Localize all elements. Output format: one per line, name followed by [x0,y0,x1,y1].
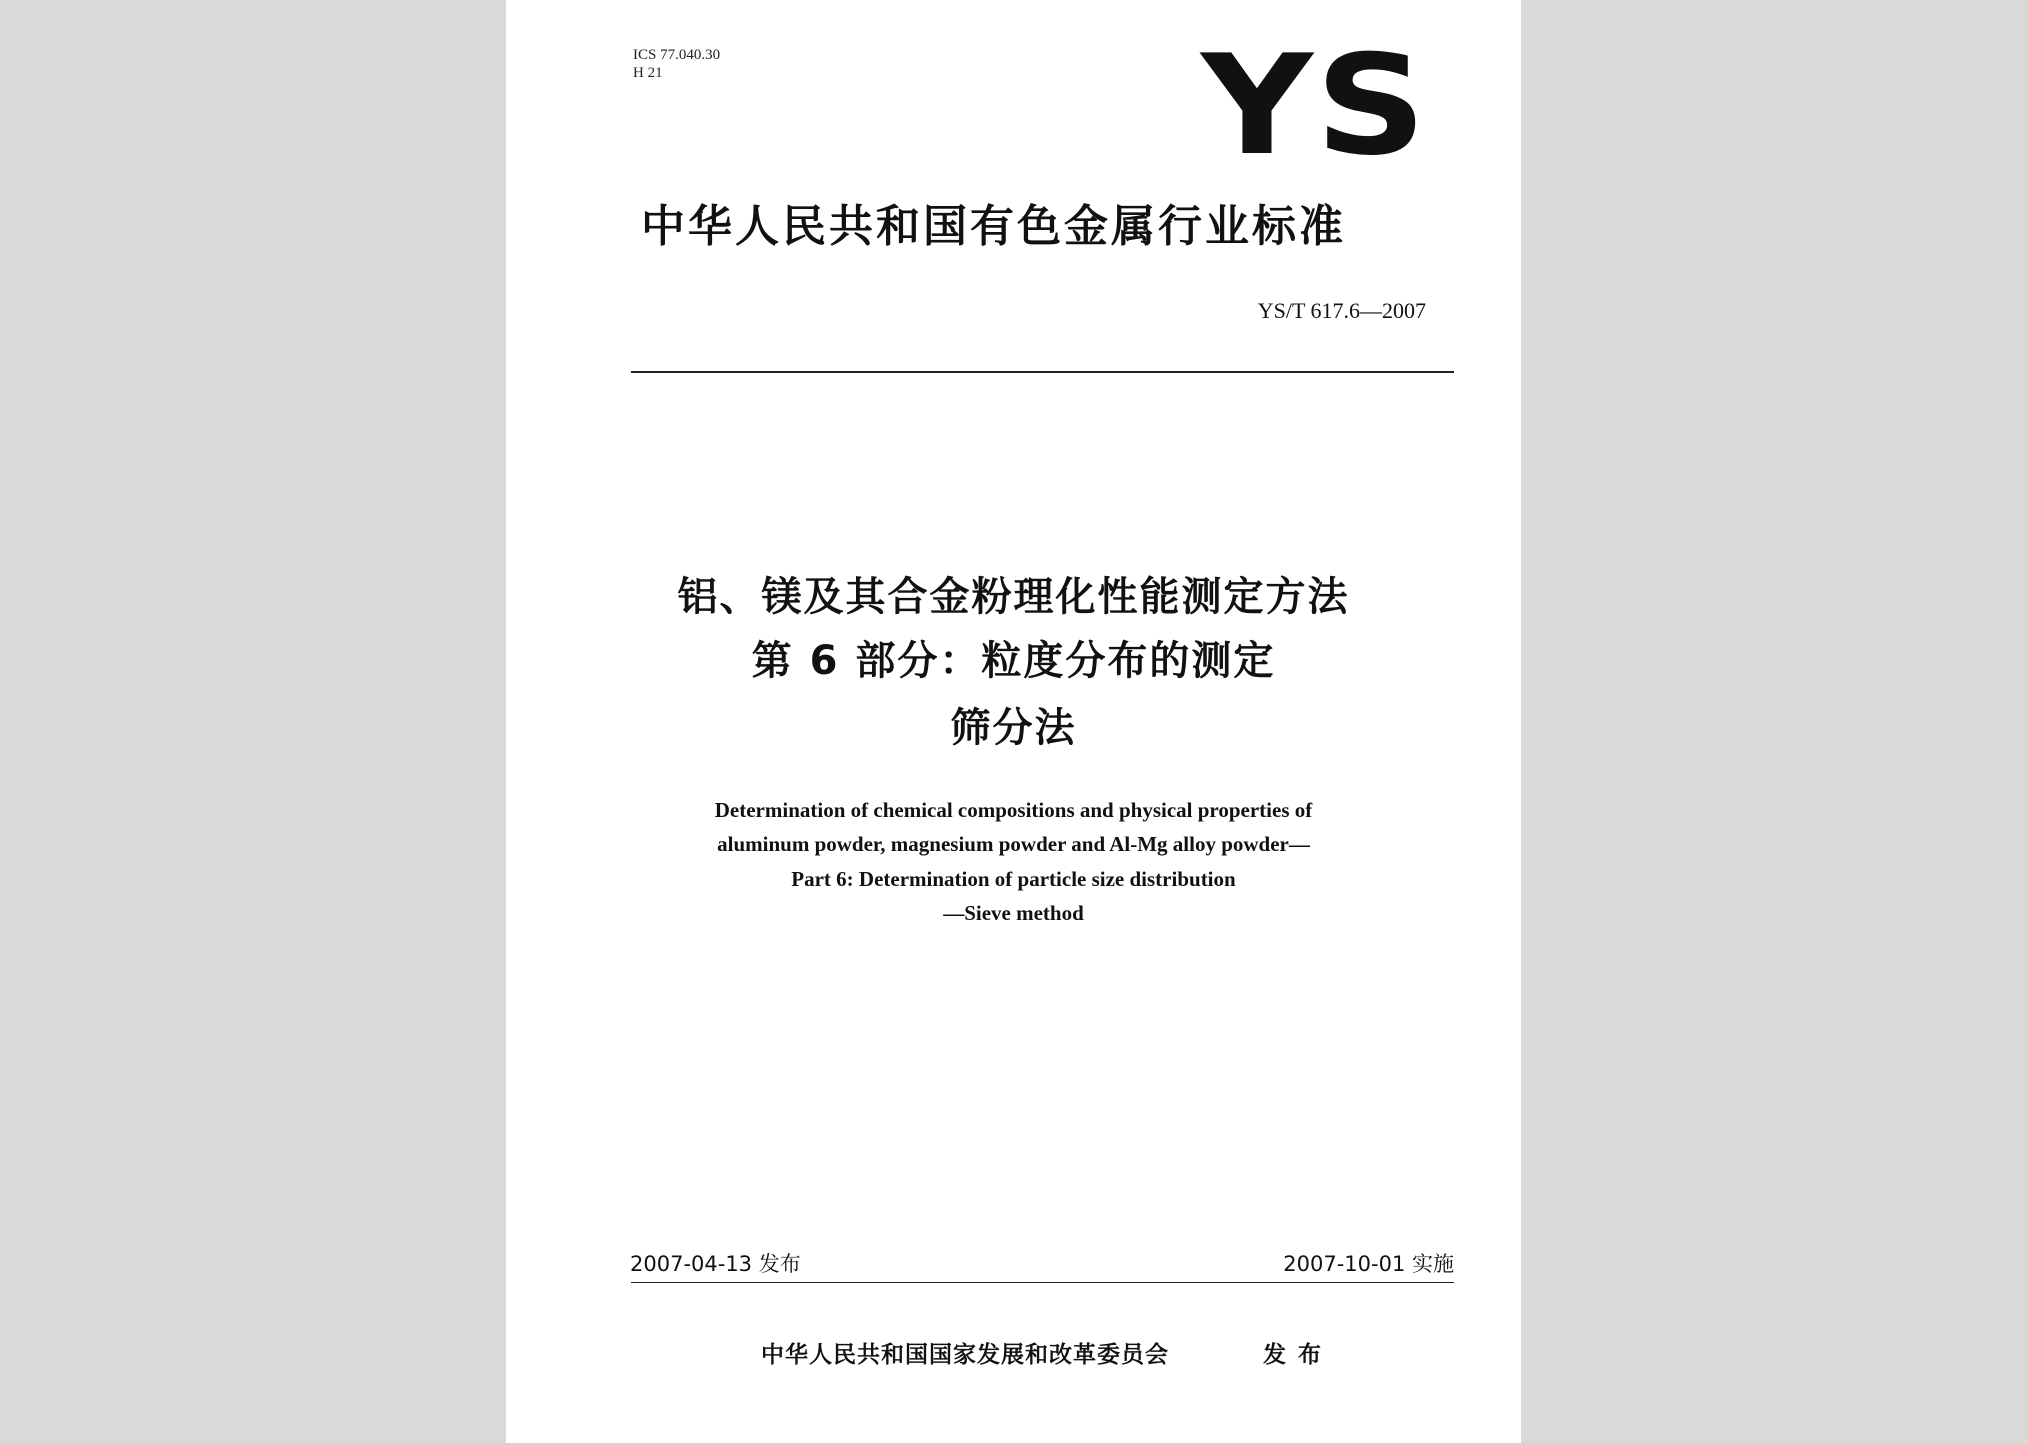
ccs-code: H 21 [633,65,663,81]
ics-code: ICS 77.040.30 [633,47,721,63]
title-en-line1: Determination of chemical compositions and physical properties of [714,798,1313,822]
header-divider [631,371,1454,373]
issuer-title: 中华人民共和国有色金属行业标准 [641,201,1346,252]
title-en-line2: aluminum powder, magnesium powder and Al-Mg alloy powder— [717,832,1310,856]
title-zh-line2: 第 6 部分：粒度分布的测定 [751,638,1276,684]
title-en-line4: —Sieve method [943,901,1084,925]
title-zh-line3: 筛分法 [950,705,1077,751]
classification-codes [633,46,720,82]
standard-number: YS/T 617.6—2007 [1257,298,1426,323]
ys-logo: YS [1201,25,1429,186]
issue-date: 2007-04-13 发布 [630,1252,801,1276]
implementation-date: 2007-10-01 实施 [1283,1252,1454,1276]
publisher-name: 中华人民共和国国家发展和改革委员会 [761,1342,1169,1368]
standard-cover-page [506,0,1521,1443]
title-en-line3: Part 6: Determination of particle size distribution [791,867,1236,891]
footer-divider [631,1282,1454,1283]
publish-label: 发布 [1263,1342,1333,1368]
title-zh-line1: 铝、镁及其合金粉理化性能测定方法 [677,574,1350,620]
